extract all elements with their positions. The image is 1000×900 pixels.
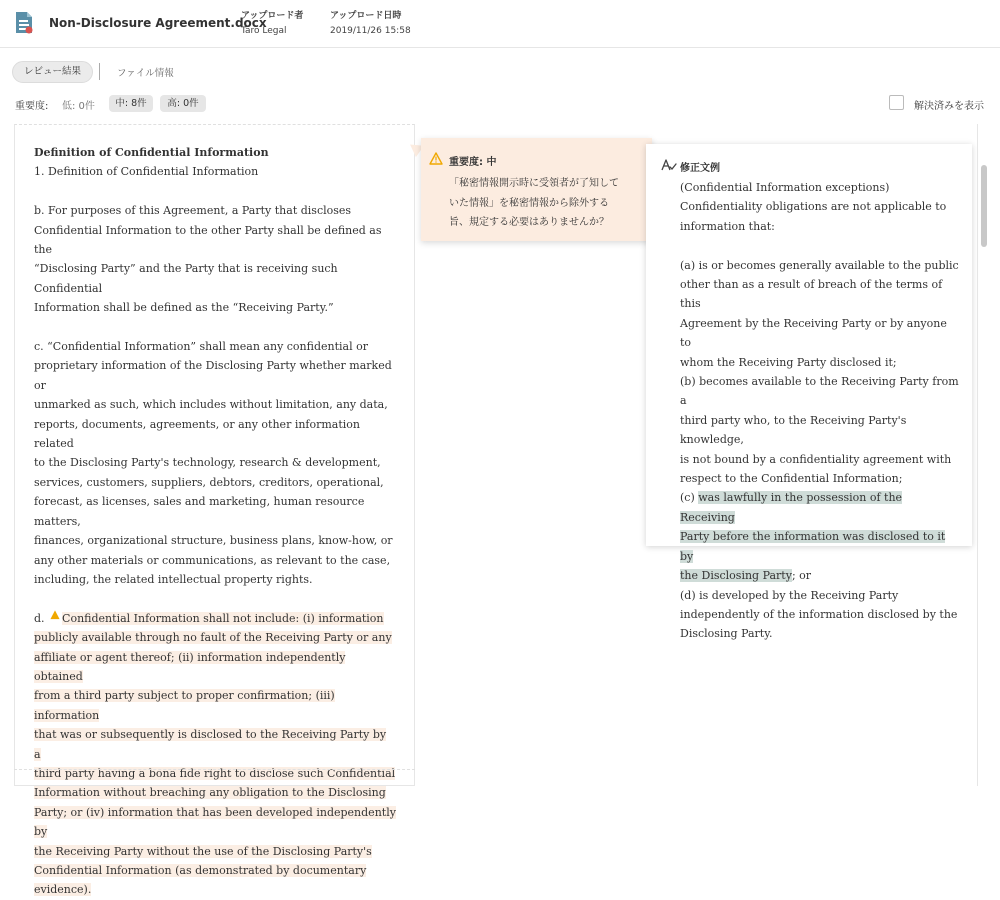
severity-filter-mid[interactable]: 中: 8件 — [109, 95, 153, 112]
para-b-line: b. For purposes of this Agreement, a Party that discloses — [34, 204, 352, 218]
severity-label: 重要度: — [15, 101, 49, 112]
revision-line: Agreement by the Receiving Party or by anyone to — [680, 316, 947, 350]
revision-line: (b) becomes available to the Receiving Party from a — [680, 375, 959, 408]
flagged-text[interactable]: publicly available through no fault of the Receiving Party or any — [34, 631, 392, 645]
upload-date-info — [330, 9, 411, 39]
revision-line: (Confidential Information exceptions) — [680, 181, 890, 194]
para-c-line: unmarked as such, which includes without limitation, any data, — [34, 398, 388, 412]
revision-title: 修正文例 — [680, 163, 720, 174]
flagged-text[interactable]: evidence). — [34, 883, 92, 897]
revision-line: respect to the Confidential Information; — [680, 472, 903, 486]
para-c-line: including, the related intellectual property rights. — [34, 572, 313, 586]
uploader-label: アップロード者 — [241, 11, 304, 21]
tab-divider — [99, 63, 100, 80]
revision-icon — [661, 158, 677, 172]
flagged-text[interactable]: Confidential Information (as demonstrated by documentary — [34, 863, 367, 877]
header-bar — [0, 0, 1000, 48]
para-c-line: services, customers, suppliers, debtors, creditors, operational, — [34, 475, 384, 489]
severity-filter-low[interactable]: 低: 0件 — [62, 101, 95, 112]
flagged-text[interactable]: the Receiving Party without the use of the Disclosing Party's — [34, 844, 372, 858]
uploader-value: Taro Legal — [241, 26, 287, 36]
show-resolved-checkbox[interactable] — [889, 95, 904, 110]
scrollbar-thumb[interactable] — [981, 165, 987, 247]
revision-highlight: the Disclosing Party — [680, 569, 792, 583]
comment-line: 「秘密情報開示時に受領者が了知して — [449, 178, 619, 189]
revision-line: third party who, to the Receiving Party's knowledge, — [680, 413, 907, 447]
para-d-line[interactable] — [34, 609, 396, 628]
para-d-prefix: d. — [34, 611, 45, 625]
revision-highlight: Party before the information was disclosed to it by — [680, 530, 946, 563]
comment-body — [449, 174, 639, 233]
warning-icon[interactable] — [50, 610, 60, 620]
tab-file-info[interactable]: ファイル情報 — [117, 68, 174, 79]
flagged-text[interactable]: that was or subsequently is disclosed to the Receiving Party by a — [34, 728, 387, 761]
section-heading: Definition of Confidential Information — [34, 146, 269, 159]
flagged-text[interactable]: Party; or (iv) information that has been developed independently by — [34, 805, 396, 839]
para-c-line: any other materials or communications, as relevant to the case, — [34, 553, 391, 567]
revision-line: is not bound by a confidentiality agreement with — [680, 452, 952, 466]
para-b-line: “Disclosing Party” and the Party that is receiving such Confidential — [34, 262, 338, 295]
item-c-prefix: (c) — [680, 491, 699, 505]
revision-line: Confidentiality obligations are not applicable to — [680, 200, 947, 214]
para-c-line: forecast, as licenses, sales and marketing, human resource matters, — [34, 495, 365, 528]
show-resolved-label[interactable]: 解決済みを表示 — [914, 101, 984, 112]
comment-severity-title: 重要度: 中 — [449, 157, 497, 168]
warning-icon — [429, 152, 443, 165]
revision-line: other than as a result of breach of the terms of this — [680, 278, 943, 311]
revision-line: information that: — [680, 219, 775, 233]
upload-date-value: 2019/11/26 15:58 — [330, 26, 411, 36]
comment-line: いた情報」を秘密情報から除外する — [449, 197, 609, 209]
flagged-text[interactable]: Confidential Information shall not include: (i) information — [62, 611, 384, 625]
revision-line-c — [680, 488, 960, 527]
revision-line: Disclosing Party. — [680, 627, 773, 641]
scrollbar-track — [977, 124, 978, 786]
section-line: 1. Definition of Confidential Information — [34, 165, 259, 179]
revision-line: independently of the information disclosed by the — [680, 607, 958, 621]
para-c-line: to the Disclosing Party's technology, research & development, — [34, 456, 381, 470]
document-panel[interactable] — [14, 124, 415, 897]
para-c-line: finances, organizational structure, business plans, know-how, or — [34, 534, 393, 548]
para-c-line: proprietary information of the Disclosing Party whether marked or — [34, 359, 392, 392]
para-c-line: c. “Confidential Information” shall mean any confidential or — [34, 340, 369, 354]
flagged-text[interactable]: third party having a bona fide right to disclose such Confidential — [34, 766, 396, 780]
revision-highlight: was lawfully in the possession of the Receiving — [680, 491, 903, 524]
revision-text[interactable] — [680, 178, 960, 644]
para-b-line: Information shall be defined as the “Receiving Party.” — [34, 301, 334, 315]
comment-line: 旨、規定する必要はありませんか？ — [449, 217, 609, 228]
revision-line: whom the Receiving Party disclosed it; — [680, 355, 897, 369]
para-b-line: Confidential Information to the other Party shall be defined as the — [34, 223, 382, 257]
flagged-text[interactable]: Information without breaching any obligation to the Disclosing — [34, 786, 386, 800]
document-text — [34, 143, 396, 900]
revision-line: (a) is or becomes generally available to the public — [680, 258, 959, 272]
document-bottom-divider — [14, 769, 415, 770]
flagged-text[interactable]: from a third party subject to proper confirmation; (iii) information — [34, 689, 335, 722]
revision-line: (d) is developed by the Receiving Party — [680, 588, 899, 602]
upload-date-label: アップロード日時 — [330, 11, 402, 21]
file-name: Non-Disclosure Agreement.docx — [49, 16, 267, 30]
para-c-line: reports, documents, agreements, or any other information related — [34, 417, 361, 451]
document-file-icon — [14, 11, 34, 35]
uploader-info — [241, 9, 303, 39]
tab-review-results[interactable]: レビュー結果 — [12, 61, 93, 83]
flagged-text[interactable]: affiliate or agent thereof; (ii) information independently obtained — [34, 650, 346, 683]
item-c-suffix: ; or — [791, 569, 812, 583]
severity-filter-high[interactable]: 高: 0件 — [160, 95, 206, 112]
